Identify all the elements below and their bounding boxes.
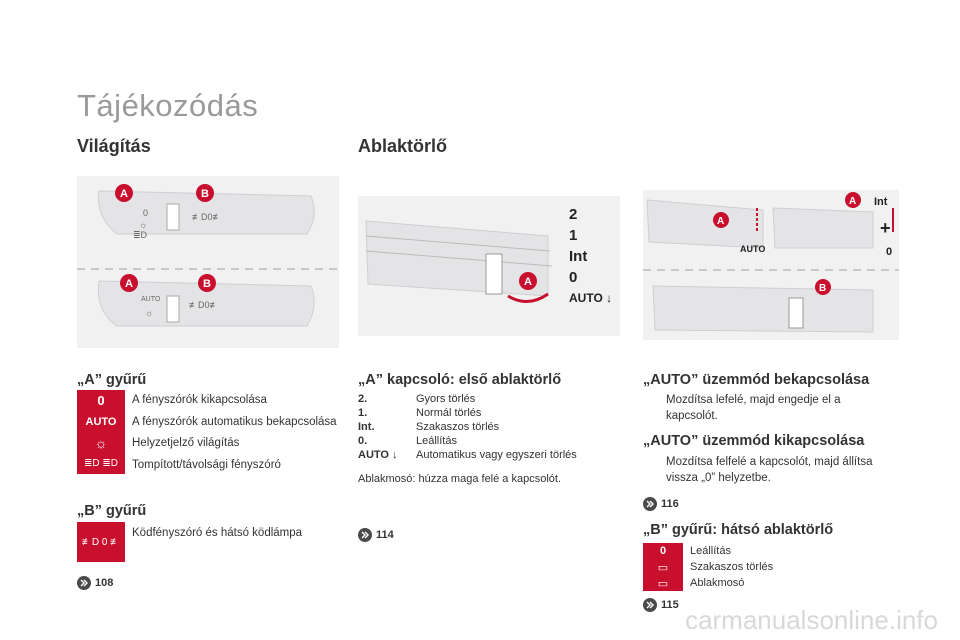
rear-wiper-heading: „B” gyűrű: hátsó ablaktörlő — [643, 522, 834, 538]
row-key: 0. — [358, 435, 368, 447]
rear-wipe-icon: ▭ — [657, 561, 669, 574]
auto-off-line-1: vissza „0” helyzetbe. — [666, 472, 771, 484]
ring-a-item-3: Tompított/távolsági fényszóró — [132, 459, 281, 471]
svg-text:A: A — [125, 278, 133, 290]
svg-text:B: B — [819, 283, 827, 294]
wiper-label-int: Int — [569, 248, 588, 265]
wiper-label-0: 0 — [569, 269, 578, 286]
wiper-label-2: 2 — [569, 206, 578, 223]
auto-label-auto: AUTO — [740, 244, 766, 254]
auto-on-line-1: kapcsolót. — [666, 410, 718, 422]
auto-mode-drawing — [643, 190, 899, 340]
page-ref-icon — [643, 598, 657, 612]
rear-item-2: Ablakmosó — [690, 577, 745, 589]
row-text: Automatikus vagy egyszeri törlés — [416, 449, 577, 461]
lighting-illustration — [77, 176, 339, 348]
rear-item-1: Szakaszos törlés — [690, 561, 774, 573]
auto-label-int: Int — [874, 196, 888, 208]
svg-text:A: A — [524, 276, 532, 288]
row-text: Normál törlés — [416, 407, 482, 419]
sidelight-icon: ☼ — [94, 434, 108, 451]
watermark: carmanualsonline.info — [685, 605, 938, 635]
wiper-label-1: 1 — [569, 227, 578, 244]
row-key: AUTO ↓ — [358, 449, 398, 461]
svg-text:A: A — [849, 196, 857, 207]
row-text: Leállítás — [416, 435, 457, 447]
ring-a-item-1: A fényszórók automatikus bekapcsolása — [132, 416, 337, 428]
row-key: 1. — [358, 407, 368, 419]
page-title: Tájékozódás — [77, 88, 259, 123]
ring-a-heading: „A” gyűrű — [77, 372, 147, 388]
wiper-label-auto: AUTO ↓ — [569, 291, 613, 305]
auto-icon: AUTO — [85, 415, 117, 428]
svg-text:B: B — [201, 188, 209, 200]
table-row — [358, 406, 577, 420]
auto-on-heading: „AUTO” üzemmód bekapcsolása — [643, 372, 870, 388]
ref-link-115[interactable] — [643, 598, 679, 612]
auto-on-line-0: Mozdítsa lefelé, majd engedje el a — [666, 394, 841, 406]
ref-link-116[interactable] — [643, 497, 679, 511]
svg-text:A: A — [120, 188, 128, 200]
ring-a-item-2: Helyzetjelző világítás — [132, 437, 240, 449]
headlight-icon: ≣D ≣D — [84, 458, 118, 469]
ref-number: 108 — [95, 577, 114, 589]
svg-text:B: B — [203, 278, 211, 290]
svg-text:AUTO: AUTO — [141, 296, 161, 303]
svg-text:☼: ☼ — [145, 308, 154, 318]
auto-off-heading: „AUTO” üzemmód kikapcsolása — [643, 433, 865, 449]
ref-link-108[interactable] — [77, 576, 113, 590]
svg-text:0: 0 — [143, 208, 149, 218]
row-text: Szakaszos törlés — [416, 421, 500, 433]
svg-text:≢D0≢: ≢D0≢ — [192, 212, 222, 222]
svg-text:≣D: ≣D — [133, 230, 148, 240]
switch-a-heading: „A” kapcsoló: első ablaktörlő — [358, 372, 562, 388]
page-ref-icon — [358, 528, 372, 542]
ring-b-item-0: Ködfényszóró és hátsó ködlámpa — [132, 527, 303, 539]
zero-icon: 0 — [659, 545, 667, 557]
lighting-stalk-drawing — [77, 176, 339, 348]
ring-a-icon-strip — [77, 390, 125, 474]
ref-number: 114 — [376, 529, 394, 541]
table-row — [358, 420, 577, 434]
washer-note: Ablakmosó: húzza maga felé a kapcsolót. — [358, 473, 562, 485]
auto-label-0: 0 — [886, 246, 893, 258]
ref-number: 116 — [661, 498, 679, 510]
zero-icon: 0 — [97, 393, 105, 408]
table-row — [358, 448, 577, 462]
wiper-positions-table — [358, 392, 577, 462]
svg-text:≢D0≢: ≢D0≢ — [189, 300, 219, 310]
ring-a-item-0: A fényszórók kikapcsolása — [132, 394, 267, 406]
table-row — [358, 392, 577, 406]
rear-washer-icon: ▭ — [657, 577, 669, 590]
auto-label-plus: + — [880, 218, 891, 238]
ref-number: 115 — [661, 599, 679, 611]
foglight-icon: ≢D 0 ≢ — [77, 522, 125, 562]
page-ref-icon — [77, 576, 91, 590]
row-text: Gyors törlés — [416, 393, 476, 405]
rear-item-0: Leállítás — [690, 545, 731, 557]
lighting-heading: Világítás — [77, 136, 151, 156]
svg-text:A: A — [717, 216, 725, 227]
auto-off-line-0: Mozdítsa felfelé a kapcsolót, majd állítsa — [666, 456, 873, 468]
auto-mode-illustration — [643, 190, 899, 340]
row-key: 2. — [358, 393, 368, 405]
row-key: Int. — [358, 421, 375, 433]
wiper-position-labels — [569, 204, 612, 309]
page-ref-icon — [643, 497, 657, 511]
wiper-heading: Ablaktörlő — [358, 136, 448, 156]
rear-icon-strip — [643, 543, 683, 591]
table-row — [358, 434, 577, 448]
ref-link-114[interactable] — [358, 528, 394, 542]
svg-text:☼: ☼ — [139, 220, 148, 230]
ring-b-heading: „B” gyűrű — [77, 503, 147, 519]
